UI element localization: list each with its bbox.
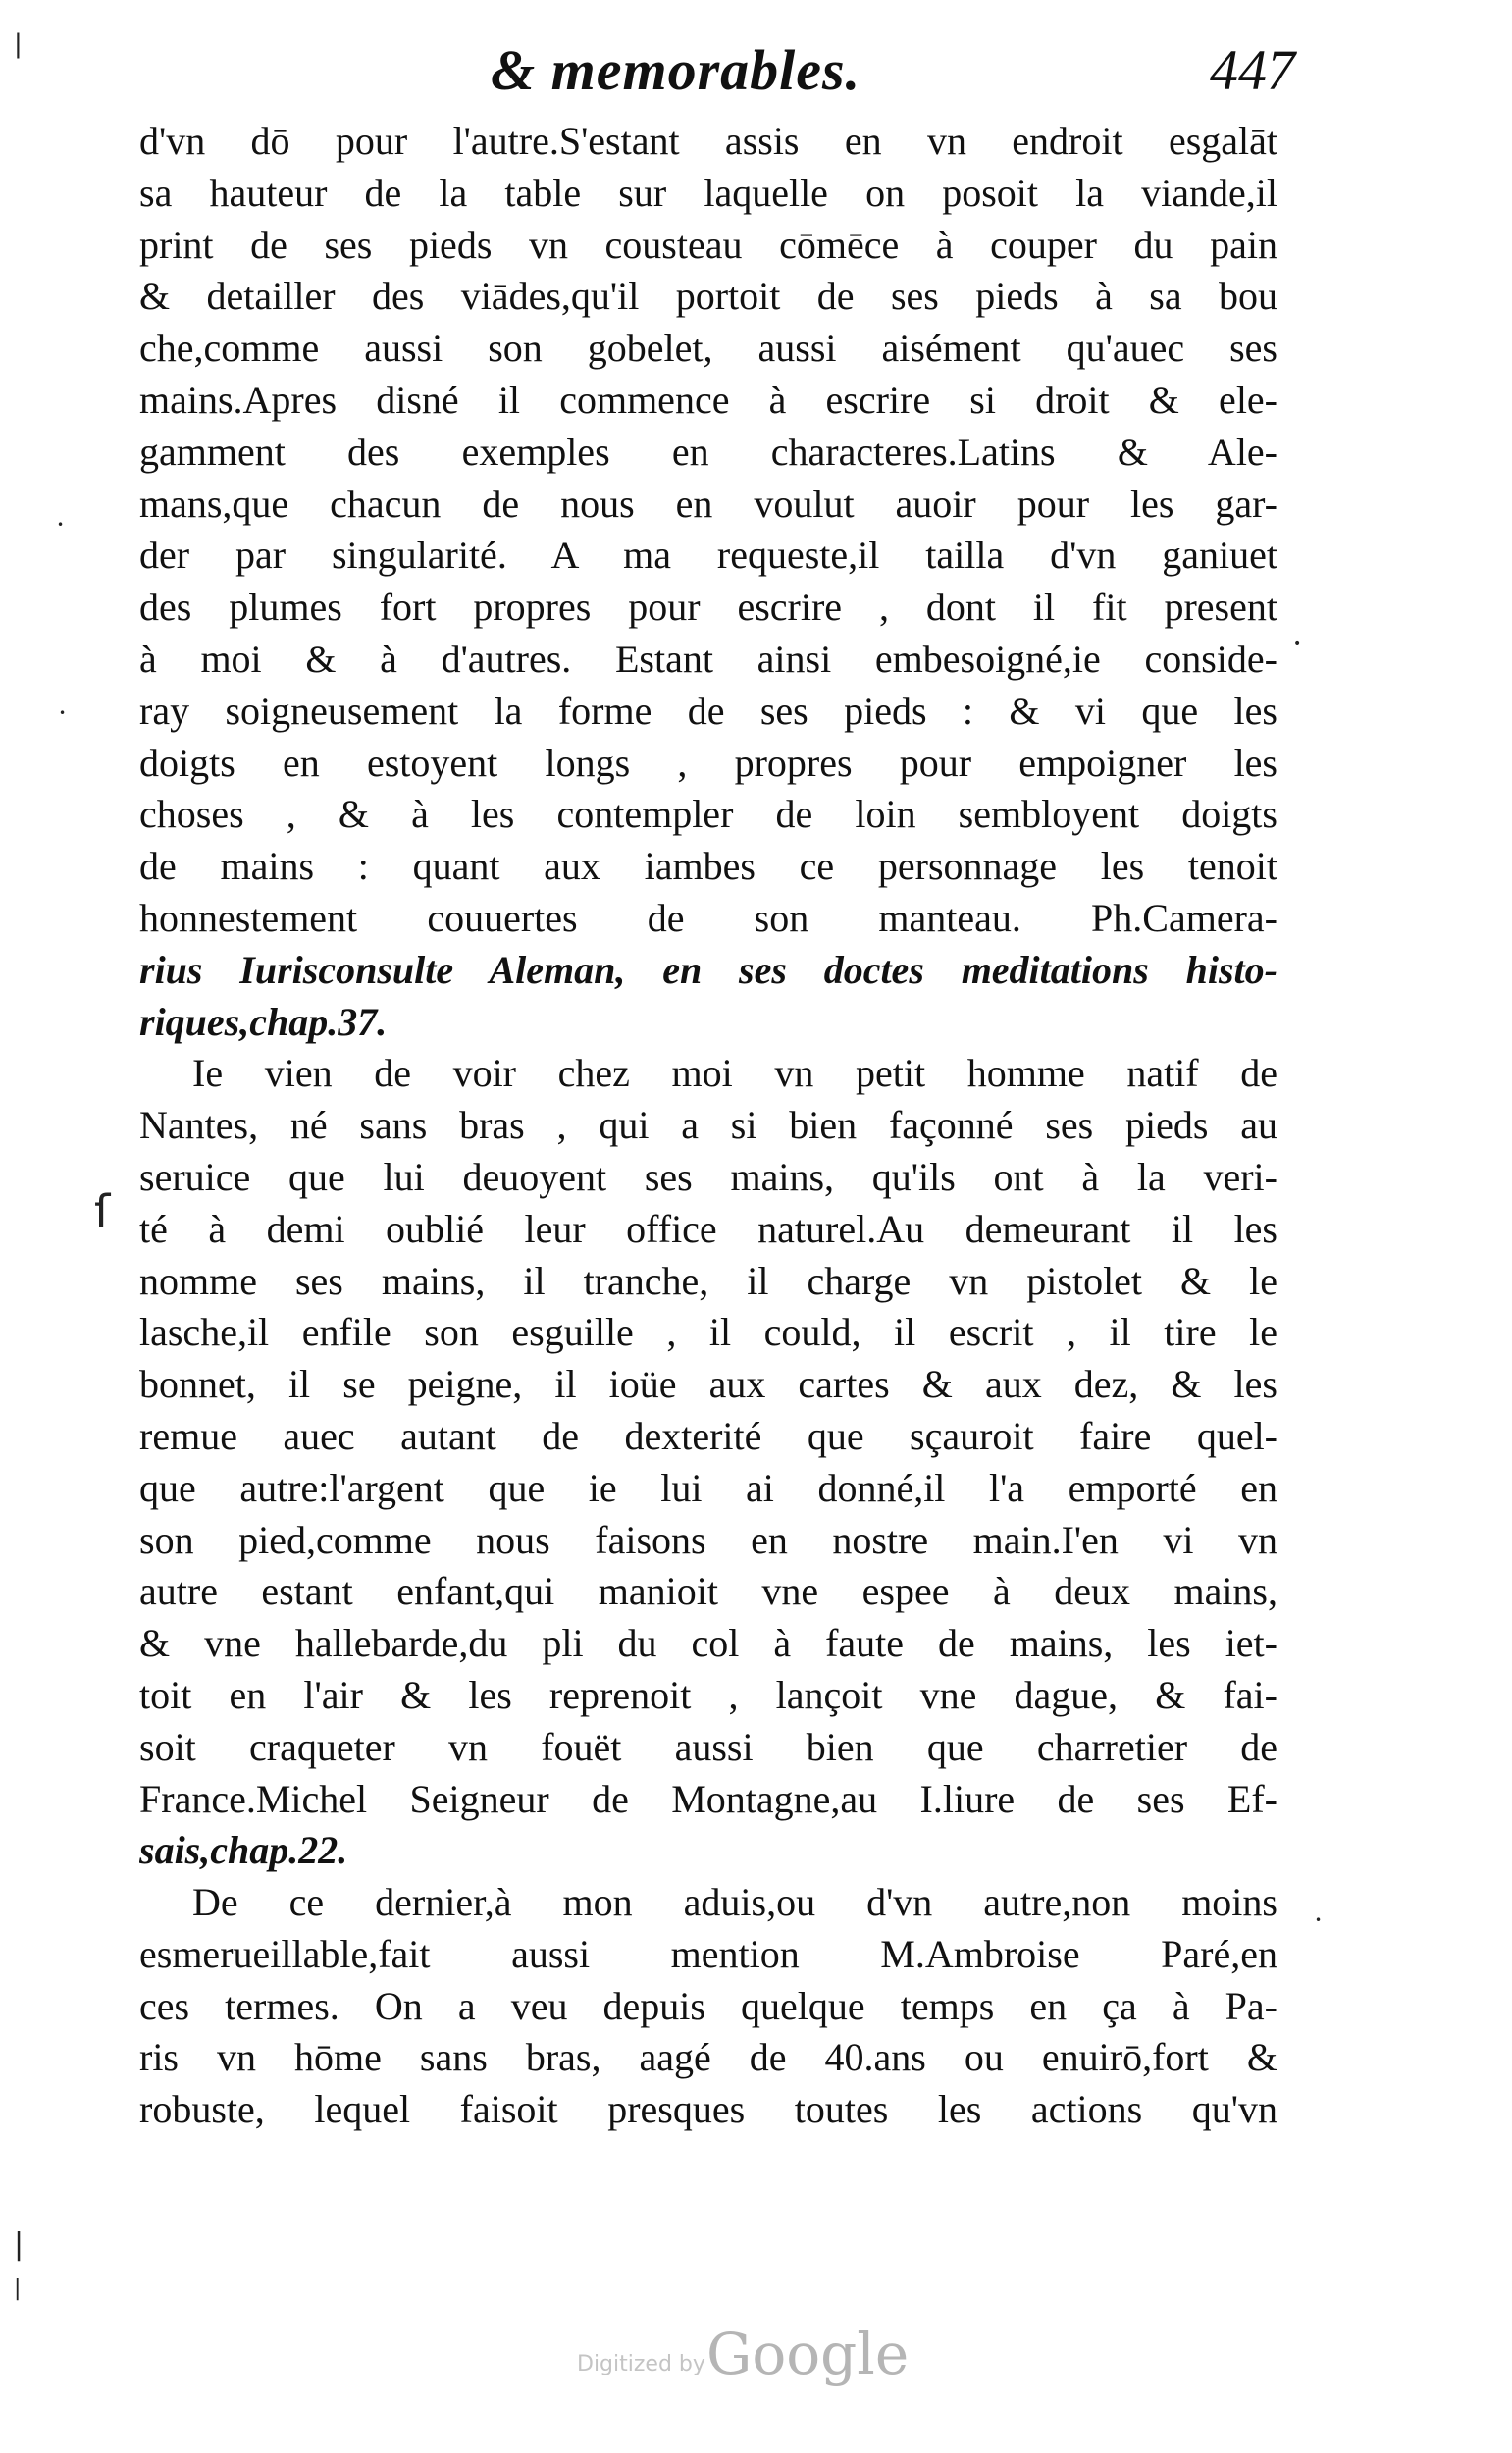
text-line: esmerueillable,fait aussi mention M.Ambroise Paré,en bbox=[139, 1931, 1277, 1976]
watermark-brand: Google bbox=[706, 2321, 910, 2387]
margin-tick-mark: | bbox=[14, 29, 23, 59]
text-line: print de ses pieds vn cousteau cōmēce à couper du pain bbox=[139, 222, 1277, 267]
scan-speck: • bbox=[59, 706, 67, 720]
text-line: d'vn dō pour l'autre.S'estant assis en vn endroit esgalāt bbox=[139, 119, 1277, 163]
text-line: sa hauteur de la table sur laquelle on posoit la viande,il bbox=[139, 170, 1277, 215]
text-line: honnestement couuertes de son manteau. Ph.Camera- bbox=[139, 895, 1277, 940]
text-line: son pied,comme nous faisons en nostre main.I'en vi vn bbox=[139, 1517, 1277, 1562]
citation-line: rius Iurisconsulte Aleman, en ses doctes meditations histo- bbox=[139, 947, 1277, 992]
text-line: à moi & à d'autres. Estant ainsi embesoigné,ie conside- bbox=[139, 636, 1277, 681]
page-number: 447 bbox=[1210, 38, 1295, 102]
text-line: robuste, lequel faisoit presques toutes les actions qu'vn bbox=[139, 2087, 1277, 2132]
text-line: mains.Apres disné il commence à escrire si droit & ele- bbox=[139, 377, 1277, 422]
paragraph-start-line: De ce dernier,à mon aduis,ou d'vn autre,non moins bbox=[192, 1880, 1277, 1925]
text-line: de mains : quant aux iambes ce personnage les tenoit bbox=[139, 844, 1277, 889]
text-line: che,comme aussi son gobelet, aussi aisément qu'auec ses bbox=[139, 326, 1277, 371]
text-line: des plumes fort propres pour escrire , dont il fit present bbox=[139, 585, 1277, 630]
running-head bbox=[491, 37, 1295, 116]
citation-line: France.Michel Seigneur de Montagne,au I.liure de ses Ef- bbox=[139, 1776, 1277, 1821]
text-line: doigts en estoyent longs , propres pour empoigner les bbox=[139, 740, 1277, 785]
text-line: ray soigneusement la forme de ses pieds : & vi que les bbox=[139, 688, 1277, 733]
text-line: toit en l'air & les reprenoit , lançoit vne dague, & fai- bbox=[139, 1672, 1277, 1717]
text-line: mans,que chacun de nous en voulut auoir pour les gar- bbox=[139, 481, 1277, 526]
text-line: remue auec autant de dexterité que sçauroit faire quel- bbox=[139, 1413, 1277, 1458]
citation-line: riques,chap.37. bbox=[139, 999, 388, 1044]
running-title: & memorables. bbox=[491, 38, 861, 102]
text-line: seruice que lui deuoyent ses mains, qu'ils ont à la veri- bbox=[139, 1154, 1277, 1199]
text-line: der par singularité. A ma requeste,il tailla d'vn ganiuet bbox=[139, 533, 1277, 578]
text-line: que autre:l'argent que ie lui ai donné,il l'a emporté en bbox=[139, 1465, 1277, 1510]
scan-speck: • bbox=[1315, 1913, 1323, 1927]
text-line: lasche,il enfile son esguille , il could, il escrit , il tire le bbox=[139, 1310, 1277, 1355]
margin-tick-mark: | bbox=[14, 2276, 22, 2301]
text-line: Nantes, né sans bras , qui a si bien façonné ses pieds au bbox=[139, 1103, 1277, 1148]
margin-pen-mark: ſ bbox=[94, 1185, 111, 1238]
scan-speck: • bbox=[57, 518, 65, 532]
margin-tick-mark: | bbox=[14, 2227, 25, 2262]
citation-line: sais,chap.22. bbox=[139, 1828, 348, 1873]
text-line: soit craqueter vn fouët aussi bien que charretier de bbox=[139, 1724, 1277, 1769]
paragraph-start-line: Ie vien de voir chez moi vn petit homme natif de bbox=[192, 1051, 1277, 1096]
text-line: & detailler des viādes,qu'il portoit de ses pieds à sa bou bbox=[139, 274, 1277, 319]
text-line: nomme ses mains, il tranche, il charge vn pistolet & le bbox=[139, 1258, 1277, 1303]
text-line: ris vn hōme sans bras, aagé de 40.ans ou enuirō,fort & bbox=[139, 2035, 1277, 2080]
scan-speck: • bbox=[1293, 636, 1302, 652]
text-line: bonnet, il se peigne, il ioüe aux cartes & aux dez, & les bbox=[139, 1362, 1277, 1407]
text-line: autre estant enfant,qui manioit vne espee à deux mains, bbox=[139, 1569, 1277, 1614]
watermark-prefix: Digitized by bbox=[577, 2352, 705, 2376]
text-line: choses , & à les contempler de loin sembloyent doigts bbox=[139, 792, 1277, 837]
text-line: & vne hallebarde,du pli du col à faute de mains, les iet- bbox=[139, 1621, 1277, 1666]
text-line: té à demi oublié leur office naturel.Au demeurant il les bbox=[139, 1206, 1277, 1251]
digitization-watermark bbox=[577, 2321, 911, 2399]
body-text bbox=[139, 116, 1277, 2136]
text-line: gamment des exemples en characteres.Latins & Ale- bbox=[139, 429, 1277, 474]
text-line: ces termes. On a veu depuis quelque temps en ça à Pa- bbox=[139, 1983, 1277, 2028]
